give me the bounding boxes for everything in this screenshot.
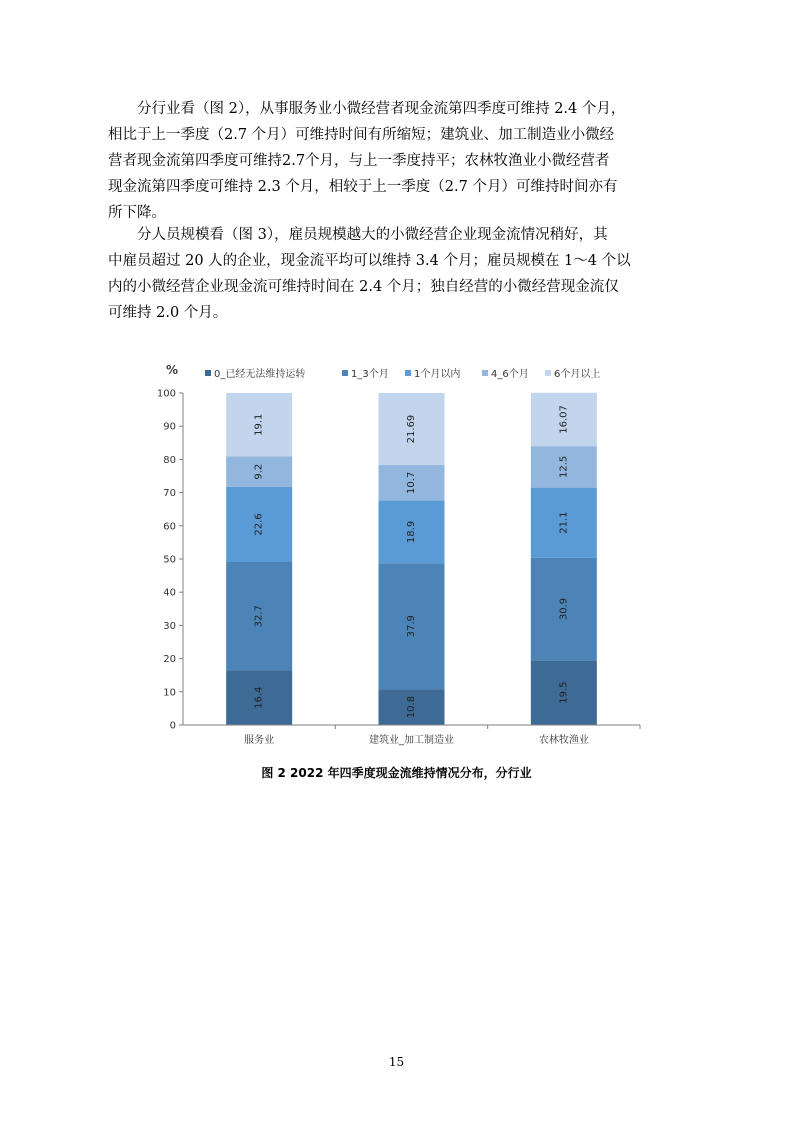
paragraph-line: 相比于上一季度（2.7 个月）可维持时间有所缩短；建筑业、加工制造业小微经 (108, 127, 615, 143)
legend-item (482, 367, 529, 380)
data-label: 10.7 (406, 471, 417, 494)
y-tick-label: 40 (163, 587, 176, 599)
bar-stack (379, 393, 445, 725)
legend-label: 0_已经无法维持运转 (214, 369, 306, 380)
legend-swatch (482, 370, 488, 376)
legend-item (342, 367, 389, 380)
x-tick-label: 农林牧渔业 (538, 735, 589, 746)
data-label: 10.8 (406, 695, 417, 719)
y-tick-label: 60 (163, 521, 176, 533)
paragraph-line: 可维持 2.0 个月。 (108, 305, 228, 321)
legend-swatch (342, 370, 348, 376)
x-axis (183, 725, 640, 746)
data-label: 19.1 (253, 413, 265, 436)
legend-swatch (405, 370, 411, 376)
legend-label: 1_3个月 (351, 369, 389, 380)
legend-label: 6个月以上 (554, 369, 601, 380)
paragraph-line: 中雇员超过 20 人的企业，现金流平均可以维持 3.4 个月；雇员规模在 1～4 个以 (108, 253, 631, 269)
data-label: 22.6 (253, 513, 265, 536)
y-tick-label: 30 (163, 620, 176, 632)
data-label: 18.9 (406, 520, 417, 544)
y-tick-label: 70 (163, 488, 176, 500)
paragraph-line: 分行业看（图 2），从事服务业小微经营者现金流第四季度可维持 2.4 个月， (108, 101, 626, 117)
paragraph-line: 分人员规模看（图 3），雇员规模越大的小微经营企业现金流情况稍好，其 (108, 227, 608, 243)
page-number: 15 (388, 1055, 405, 1069)
y-axis-unit: % (166, 363, 179, 377)
chart-legend (205, 367, 600, 380)
legend-item (205, 367, 305, 380)
data-label: 32.7 (253, 605, 265, 628)
data-label: 12.5 (558, 455, 570, 479)
legend-item (405, 367, 460, 380)
x-tick-label: 服务业 (244, 735, 275, 746)
data-label: 37.9 (406, 615, 417, 638)
y-tick-label: 20 (163, 654, 176, 666)
paragraph-staff-size (108, 222, 690, 326)
legend-label: 4_6个月 (491, 369, 529, 380)
legend-item (545, 367, 600, 380)
figure-caption: 图 2 2022 年四季度现金流维持情况分布，分行业 (261, 766, 532, 780)
paragraph-line: 内的小微经营企业现金流可维持时间在 2.4 个月；独自经营的小微经营现金流仅 (108, 279, 619, 295)
paragraph-industry (108, 96, 690, 226)
legend-swatch (205, 370, 211, 376)
data-label: 21.69 (406, 414, 417, 444)
y-axis (157, 389, 183, 732)
bar-stack (226, 393, 292, 725)
y-tick-label: 0 (169, 720, 176, 732)
data-label: 19.5 (558, 681, 570, 704)
paragraph-line: 营者现金流第四季度可维持2.7个月，与上一季度持平；农林牧渔业小微经营者 (108, 153, 610, 169)
y-tick-label: 100 (156, 388, 176, 400)
y-tick-label: 10 (163, 687, 176, 699)
paragraph-line: 现金流第四季度可维持 2.3 个月，相较于上一季度（2.7 个月）可维持时间亦有 (108, 179, 618, 195)
x-tick-label: 建筑业_加工制造业 (369, 735, 454, 746)
data-label: 30.9 (558, 597, 570, 621)
data-label: 16.4 (253, 686, 265, 709)
y-tick-label: 80 (163, 454, 176, 466)
paragraph-line: 所下降。 (108, 205, 166, 221)
data-label: 16.07 (558, 405, 570, 434)
y-tick-label: 90 (163, 421, 176, 433)
data-label: 9.2 (253, 463, 265, 480)
bars (226, 393, 597, 725)
legend-label: 1个月以内 (414, 369, 461, 380)
y-tick-label: 50 (163, 554, 176, 566)
data-label: 21.1 (558, 511, 570, 534)
stacked-bar-chart (150, 355, 650, 755)
legend-swatch (545, 370, 551, 376)
bar-stack (531, 393, 597, 725)
